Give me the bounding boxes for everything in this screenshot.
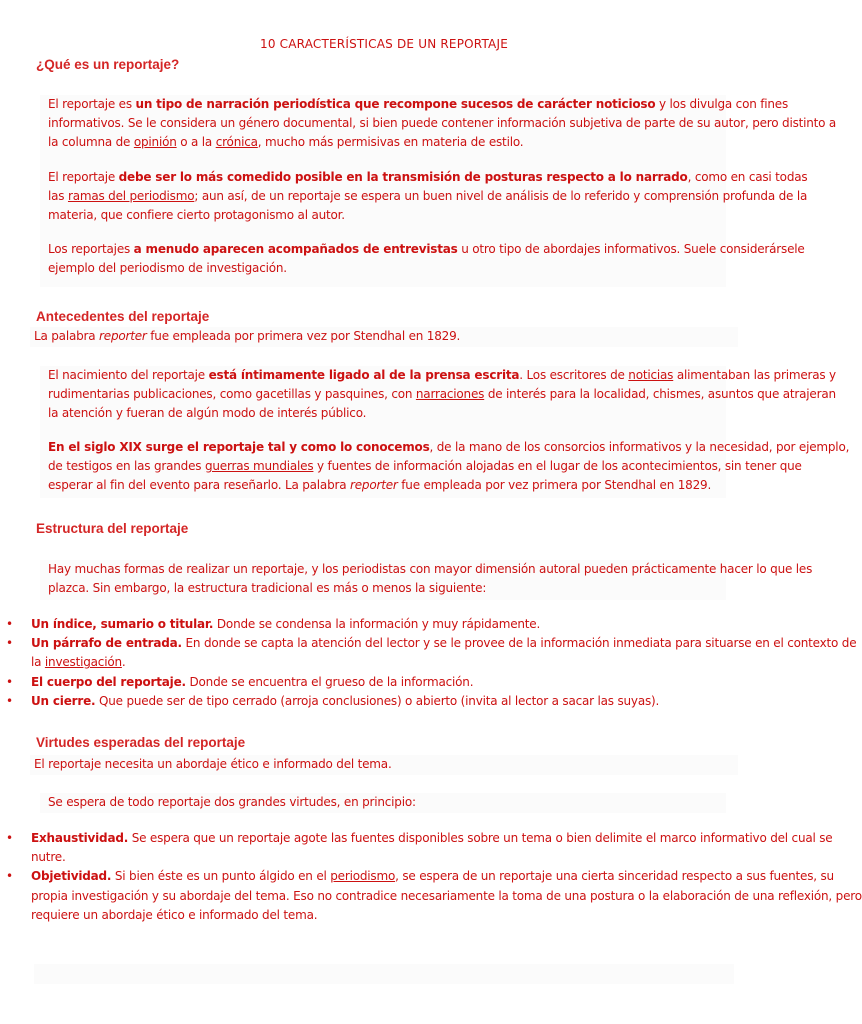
paragraph: El nacimiento del reportaje está íntimamente ligado al de la prensa escrita. Los escritores de noticias alimentaban las primeras y rudimentarias publicaciones, como gacetillas y pasquines, con narraciones de interés para la localidad, chismes, asuntos que atrajeran la atención y fueran de algún modo de interés público. <box>48 368 836 421</box>
link-narraciones[interactable]: narraciones <box>415 387 485 402</box>
paragraph: El reportaje es un tipo de narración periodística que recompone sucesos de carácter noticioso y los divulga con fines informativos. Se le considera un género documental, si bien puede contener información subjetiva de parte de su autor, pero distinto a la columna de opinión o a la crónica, mucho más permisivas en materia de estilo. <box>48 97 837 150</box>
link-guerras-mundiales[interactable]: guerras mundiales <box>204 458 314 473</box>
antecedentes-intro: La palabra reporter fue empleada por primera vez por Stendhal en 1829. <box>30 327 738 347</box>
heading-que-es: ¿Qué es un reportaje? <box>36 57 180 72</box>
heading-estructura: Estructura del reportaje <box>36 521 189 536</box>
empty-band <box>34 964 734 984</box>
list-item: • Un párrafo de entrada. En donde se capta la atención del lector y se le provee de la información inmediata para situarse en el contexto de la investigación. <box>0 634 856 672</box>
link-ramas-periodismo[interactable]: ramas del periodismo <box>67 188 195 203</box>
link-opinion[interactable]: opinión <box>133 135 177 150</box>
list-item: • Exhaustividad. Se espera que un reportaje agote las fuentes disponibles sobre un tema o bien delimite el marco informativo del cual se nutre. <box>0 829 862 867</box>
estructura-body <box>40 560 813 600</box>
paragraph: El reportaje debe ser lo más comedido posible en la transmisión de posturas respecto a lo narrado, como en casi todas las ramas del periodismo; aun así, de un reportaje se espera un buen nivel de análisis de lo referido y comprensión profunda de la materia, que confiere cierto protagonismo al autor. <box>48 169 808 223</box>
virtudes-body: Se espera de todo reportaje dos grandes virtudes, en principio: <box>40 793 726 813</box>
list-item: • Un índice, sumario o titular. Donde se condensa la información y muy rápidamente. <box>0 615 856 634</box>
list-item: • Un cierre. Que puede ser de tipo cerrado (arroja conclusiones) o abierto (invita al lector a sacar las suyas). <box>0 692 856 711</box>
estructura-list <box>0 615 856 711</box>
paragraph: Los reportajes a menudo aparecen acompañados de entrevistas u otro tipo de abordajes informativos. Suele considerársele ejemplo del periodismo de investigación. <box>48 242 805 276</box>
link-periodismo[interactable]: periodismo <box>330 869 396 884</box>
antecedentes-body <box>40 366 850 498</box>
heading-antecedentes: Antecedentes del reportaje <box>36 309 210 324</box>
paragraph: Hay muchas formas de realizar un reportaje, y los periodistas con mayor dimensión autoral pueden prácticamente hacer lo que les plazca. Sin embargo, la estructura tradicional es más o menos la siguiente: <box>48 562 813 596</box>
link-noticias[interactable]: noticias <box>628 368 674 382</box>
que-es-body <box>40 95 837 287</box>
virtudes-list <box>0 829 862 925</box>
list-item: • El cuerpo del reportaje. Donde se encuentra el grueso de la información. <box>0 673 856 692</box>
link-investigacion[interactable]: investigación <box>44 655 122 670</box>
list-item: • Objetividad. Si bien éste es un punto álgido en el periodismo, se espera de un reportaje una cierta sinceridad respecto a sus fuentes, su propia investigación y su abordaje del tema. Eso no contradice necesariamente la toma de una postura o la elaboración de una reflexión, pero requiere un abordaje ético e informado del tema. <box>0 867 862 925</box>
paragraph: En el siglo XIX surge el reportaje tal y como lo conocemos, de la mano de los consorcios informativos y la necesidad, por ejemplo, de testigos en las grandes guerras mundiales y fuentes de información alojadas en el lugar de los acontecimientos, sin tener que esperar al fin del evento para reseñarlo. La palabra reporter fue empleada por vez primera por Stendhal en 1829. <box>48 439 850 493</box>
link-cronica[interactable]: crónica <box>215 135 258 150</box>
page-title: 10 CARACTERÍSTICAS DE UN REPORTAJE <box>259 37 508 51</box>
heading-virtudes: Virtudes esperadas del reportaje <box>36 735 246 750</box>
virtudes-intro: El reportaje necesita un abordaje ético e informado del tema. <box>30 755 738 775</box>
